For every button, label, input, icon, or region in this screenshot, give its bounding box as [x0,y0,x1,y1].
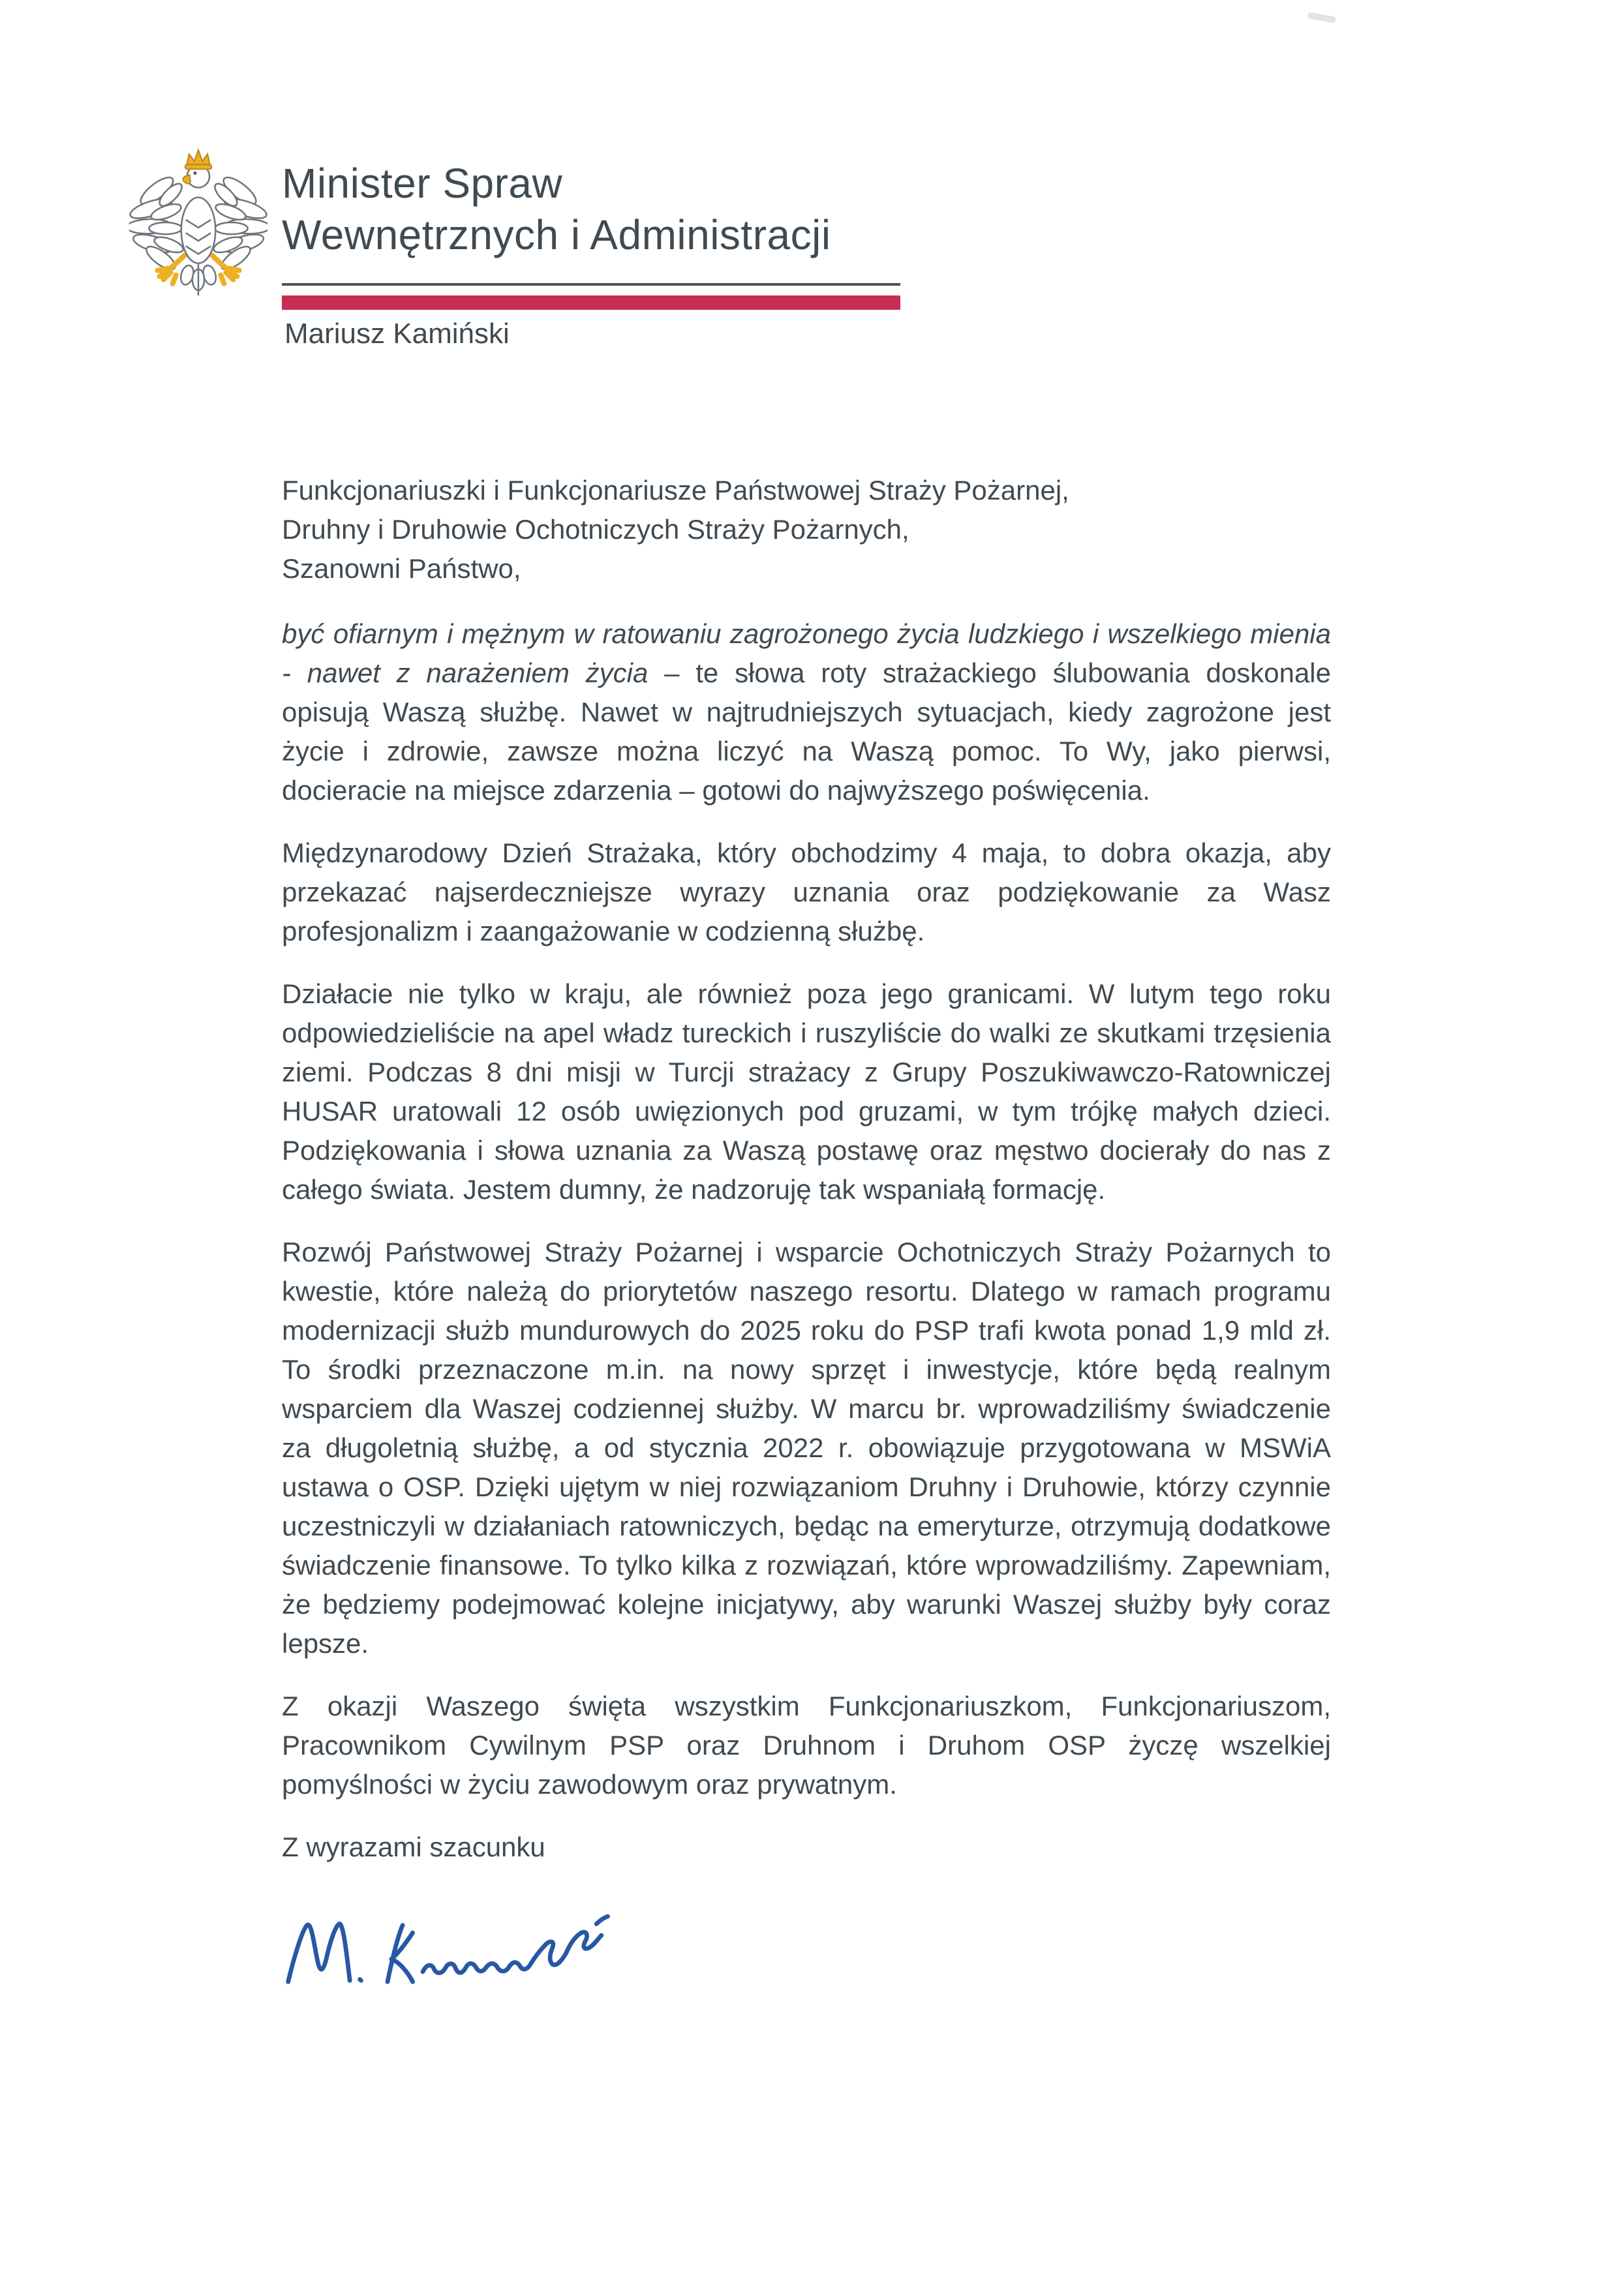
ministry-title [282,158,831,261]
salutation [282,471,1331,588]
flag-divider-red-bar [282,295,900,310]
salutation-line-3: Szanowni Państwo, [282,553,521,584]
flag-divider-white-gap [282,286,900,295]
salutation-line-1: Funkcjonariuszki i Funkcjonariusze Państwowej Straży Pożarnej, [282,475,1069,506]
scan-artifact [1307,12,1336,23]
paragraph-oath [282,614,1331,810]
ministry-title-line1: Minister Spraw [282,160,563,207]
closing-salutation: Z wyrazami szacunku [282,1832,545,1862]
paragraph-turkey-mission: Działacie nie tylko w kraju, ale również poza jego granicami. W lutym tego roku odpowiedzieliście na apel władz tureckich i ruszyliście do walki ze skutkami trzęsienia ziemi. Podczas 8 dni misji w Turcji strażacy z Grupy Poszukiwawczo-Ratowniczej HUSAR uratowali 12 osób uwięzionych pod gruzami, w tym trójkę małych dzieci. Podziękowania i słowa uznania za Waszą postawę oraz męstwo docierały do nas z całego świata. Jestem dumny, że nadzoruję tak wspaniałą formację. [282,978,1331,1205]
paragraph-modernization: Rozwój Państwowej Straży Pożarnej i wsparcie Ochotniczych Straży Pożarnych to kwestie, które należą do priorytetów naszego resortu. Dlatego w ramach programu modernizacji służb mundurowych do 2025 roku do PSP trafi kwota ponad 1,9 mld zł. To środki przeznaczone m.in. na nowy sprzęt i inwestycje, które będą realnym wsparciem dla Waszej codziennej służby. W marcu br. wprowadziliśmy świadczenie za długoletnią służbę, a od stycznia 2022 r. obowiązuje przygotowana w MSWiA ustawa o OSP. Dzięki ujętym w niej rozwiązaniom Druhny i Druhowie, którzy czynnie uczestniczyli w działaniach ratowniczych, będąc na emeryturze, otrzymują dodatkowe świadczenie finansowe. To tylko kilka z rozwiązań, które wprowadziliśmy. Zapewniam, że będziemy podejmować kolejne inicjatywy, aby warunki Waszej służby były coraz lepsze. [282,1237,1331,1659]
flag-divider [282,283,900,310]
coat-of-arms-eagle-icon [129,146,267,299]
signature-handwritten [282,1911,634,1993]
minister-name: Mariusz Kamiński [284,318,510,350]
letter-body [282,471,1331,2004]
ministry-title-line2: Wewnętrznych i Administracji [282,211,831,258]
oath-quote-italic: być ofiarnym i mężnym w ratowaniu zagrożonego życia ludzkiego i wszelkiego mienia - nawet z narażeniem życia [282,618,1331,688]
paragraph-wishes: Z okazji Waszego święta wszystkim Funkcjonariuszkom, Funkcjonariuszom, Pracownikom Cywilnym PSP oraz Druhnom i Druhom OSP życzę wszelkiej pomyślności w życiu zawodowym oraz prywatnym. [282,1691,1331,1800]
salutation-line-2: Druhny i Druhowie Ochotniczych Straży Pożarnych, [282,514,909,545]
oath-paragraph-rest: – te słowa roty strażackiego ślubowania doskonale opisują Waszą służbę. Nawet w najtrudniejszych sytuacjach, kiedy zagrożone jest życie i zdrowie, zawsze można liczyć na Waszą pomoc. To Wy, jako pierwsi, docieracie na miejsce zdarzenia – gotowi do najwyższego poświęcenia. [282,657,1331,806]
paragraph-firefighters-day: Międzynarodowy Dzień Strażaka, który obchodzimy 4 maja, to dobra okazja, aby przekazać najserdeczniejsze wyrazy uznania oraz podziękowanie za Wasz profesjonalizm i zaangażowanie w codzienną służbę. [282,838,1331,946]
